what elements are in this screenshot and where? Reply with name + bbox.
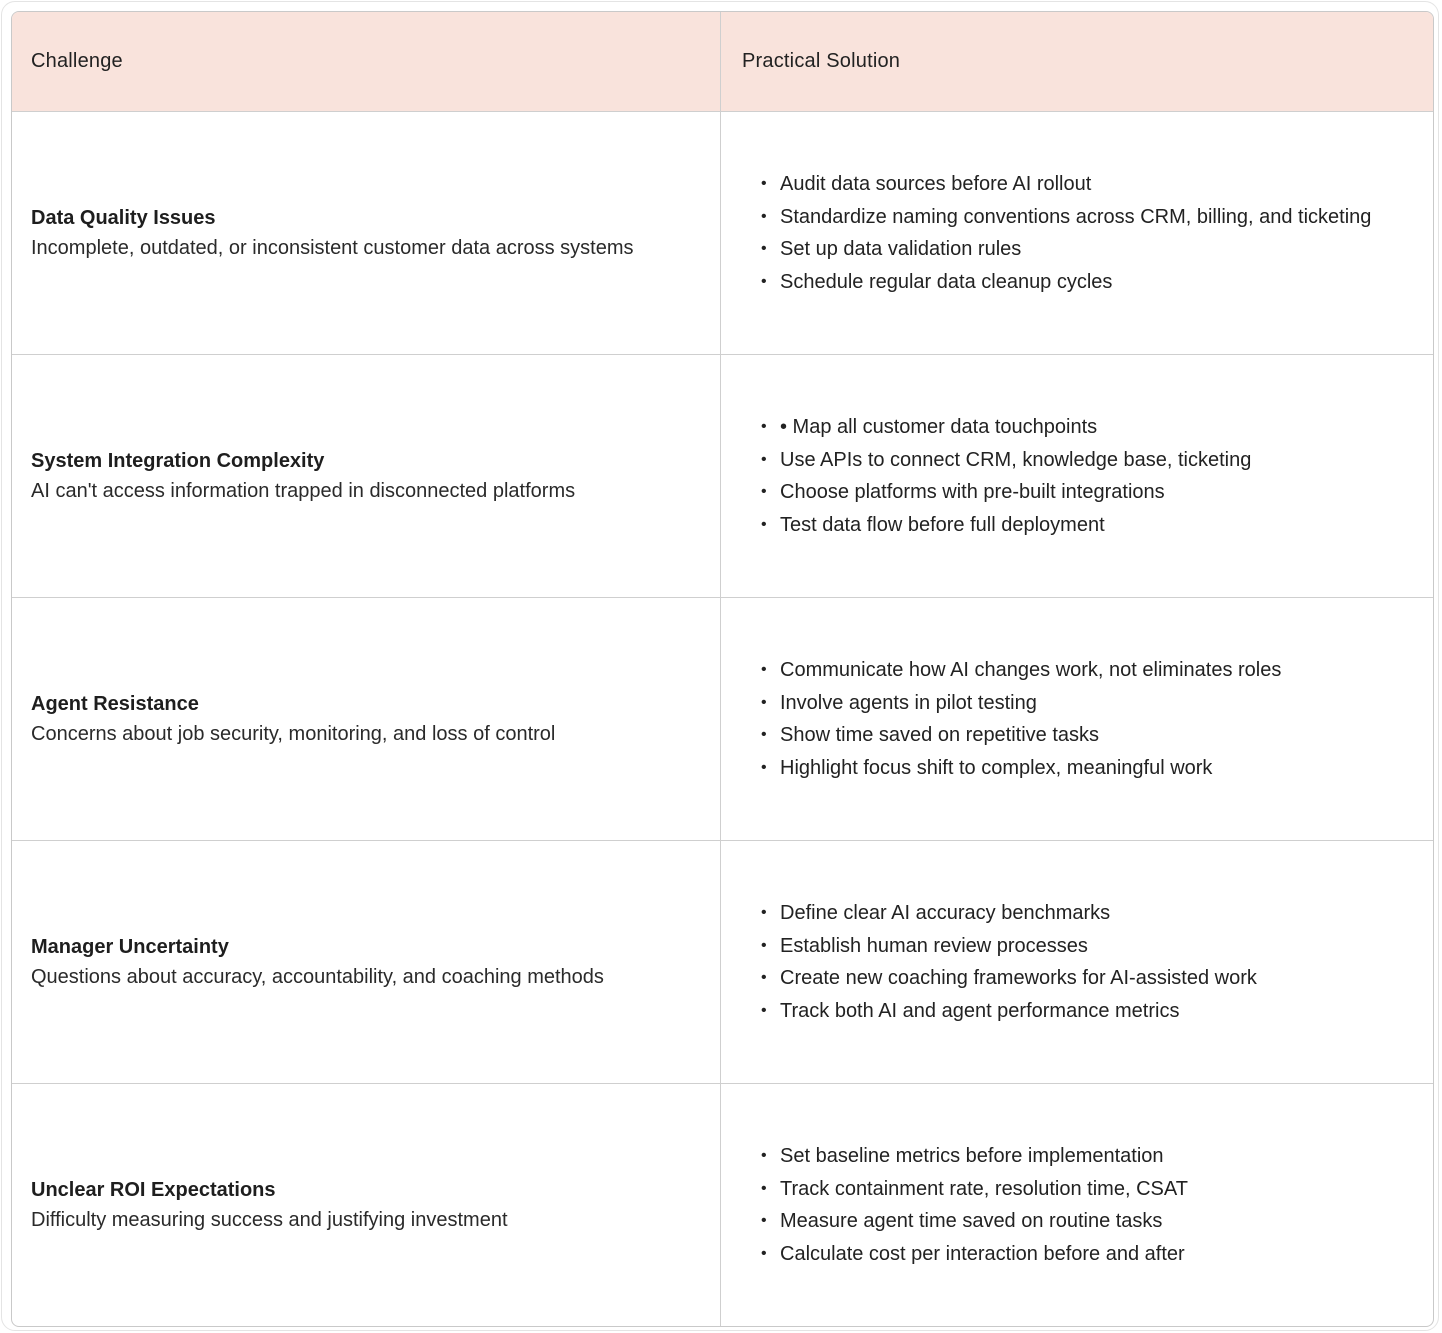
- challenge-cell: [12, 598, 721, 840]
- list-item: • Create new coaching frameworks for AI-assisted work: [761, 963, 1414, 993]
- challenge-description: Difficulty measuring success and justifying investment: [31, 1209, 508, 1231]
- list-item: • Highlight focus shift to complex, meaningful work: [761, 753, 1414, 783]
- list-item: • Calculate cost per interaction before and after: [761, 1239, 1414, 1269]
- table-row: [12, 354, 1433, 597]
- challenge-description: AI can't access information trapped in disconnected platforms: [31, 480, 576, 502]
- solution-cell: [721, 355, 1433, 597]
- table-header-row: [12, 12, 1433, 111]
- challenge-cell: [12, 1084, 721, 1326]
- challenge-title: Data Quality Issues: [31, 207, 216, 229]
- list-item: • Communicate how AI changes work, not eliminates roles: [761, 655, 1414, 685]
- list-item: • Schedule regular data cleanup cycles: [761, 267, 1414, 297]
- solution-cell: [721, 1084, 1433, 1326]
- solution-list: [742, 653, 1414, 786]
- list-item: • Use APIs to connect CRM, knowledge base, ticketing: [761, 445, 1414, 475]
- list-item: • Set up data validation rules: [761, 234, 1414, 264]
- list-item: • Define clear AI accuracy benchmarks: [761, 898, 1414, 928]
- list-item: • Involve agents in pilot testing: [761, 688, 1414, 718]
- challenge-title: Agent Resistance: [31, 693, 199, 715]
- solution-cell: [721, 598, 1433, 840]
- solution-cell: [721, 112, 1433, 354]
- list-item: • Audit data sources before AI rollout: [761, 169, 1414, 199]
- solution-list: [742, 1139, 1414, 1272]
- list-item: • Measure agent time saved on routine tasks: [761, 1206, 1414, 1236]
- header-label: Challenge: [31, 50, 123, 72]
- list-item: • Test data flow before full deployment: [761, 510, 1414, 540]
- challenge-description: Concerns about job security, monitoring, and loss of control: [31, 723, 556, 745]
- header-label: Practical Solution: [742, 50, 901, 72]
- table-row: [12, 111, 1433, 354]
- list-item: • Track containment rate, resolution time, CSAT: [761, 1174, 1414, 1204]
- challenge-cell: [12, 355, 721, 597]
- table-row: [12, 840, 1433, 1083]
- list-item: • Establish human review processes: [761, 931, 1414, 961]
- list-item: • Choose platforms with pre-built integrations: [761, 477, 1414, 507]
- header-cell-solution: [721, 12, 1433, 111]
- table-row: [12, 597, 1433, 840]
- challenge-title: Manager Uncertainty: [31, 936, 229, 958]
- list-item: • Set baseline metrics before implementation: [761, 1141, 1414, 1171]
- list-item: • Standardize naming conventions across CRM, billing, and ticketing: [761, 202, 1414, 232]
- list-item: • • Map all customer data touchpoints: [761, 412, 1414, 442]
- solution-list: [742, 410, 1414, 543]
- list-item: • Show time saved on repetitive tasks: [761, 720, 1414, 750]
- table-row: [12, 1083, 1433, 1326]
- solution-cell: [721, 841, 1433, 1083]
- solution-list: [742, 896, 1414, 1029]
- challenge-title: System Integration Complexity: [31, 450, 325, 472]
- challenge-cell: [12, 112, 721, 354]
- challenge-cell: [12, 841, 721, 1083]
- list-item: • Track both AI and agent performance metrics: [761, 996, 1414, 1026]
- solution-list: [742, 167, 1414, 300]
- header-cell-challenge: [12, 12, 721, 111]
- challenge-description: Questions about accuracy, accountability, and coaching methods: [31, 966, 604, 988]
- challenge-title: Unclear ROI Expectations: [31, 1179, 276, 1201]
- challenge-description: Incomplete, outdated, or inconsistent customer data across systems: [31, 237, 634, 259]
- card-frame: [1, 1, 1439, 1331]
- challenges-table: [11, 11, 1434, 1327]
